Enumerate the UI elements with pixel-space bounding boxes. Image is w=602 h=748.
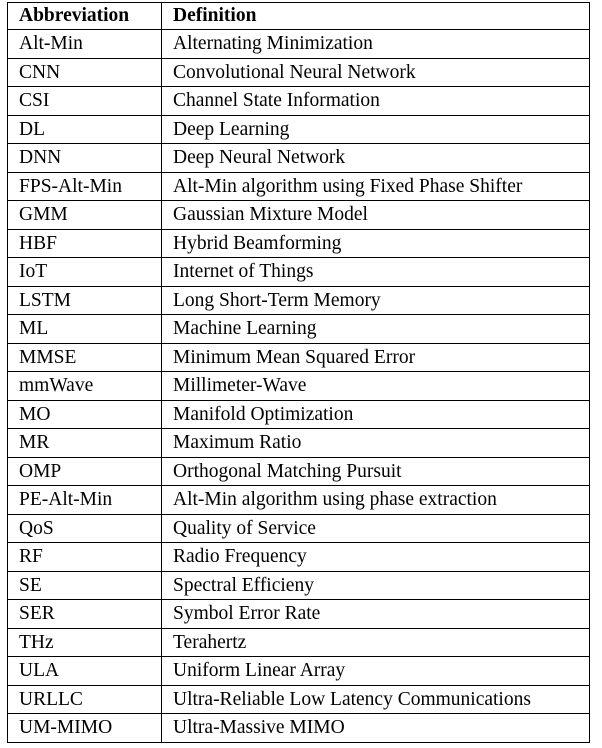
- definition-cell: Hybrid Beamforming: [162, 229, 590, 258]
- definition-cell: Convolutional Neural Network: [162, 58, 590, 87]
- abbreviation-table: [7, 2, 590, 743]
- table-row: [8, 571, 590, 600]
- definition-cell: Internet of Things: [162, 258, 590, 287]
- abbreviation-cell: LSTM: [8, 286, 162, 315]
- table-row: [8, 201, 590, 230]
- table-row: [8, 685, 590, 714]
- header-abbreviation: Abbreviation: [8, 3, 162, 30]
- abbreviation-cell: THz: [8, 628, 162, 657]
- table-row: [8, 229, 590, 258]
- definition-cell: Spectral Efficieny: [162, 571, 590, 600]
- table-row: [8, 600, 590, 629]
- definition-cell: Ultra-Reliable Low Latency Communications: [162, 685, 590, 714]
- abbreviation-cell: SER: [8, 600, 162, 629]
- header-definition: Definition: [162, 3, 590, 30]
- abbreviation-cell: HBF: [8, 229, 162, 258]
- abbreviation-cell: URLLC: [8, 685, 162, 714]
- abbreviation-cell: SE: [8, 571, 162, 600]
- abbreviation-cell: UM-MIMO: [8, 714, 162, 743]
- abbreviation-cell: MO: [8, 400, 162, 429]
- definition-cell: Orthogonal Matching Pursuit: [162, 457, 590, 486]
- definition-cell: Radio Frequency: [162, 543, 590, 572]
- abbreviation-cell: DNN: [8, 144, 162, 173]
- abbreviation-cell: RF: [8, 543, 162, 572]
- abbreviation-cell: Alt-Min: [8, 30, 162, 59]
- definition-cell: Alternating Minimization: [162, 30, 590, 59]
- table-header: [8, 3, 590, 30]
- definition-cell: Maximum Ratio: [162, 429, 590, 458]
- definition-cell: Gaussian Mixture Model: [162, 201, 590, 230]
- abbreviation-cell: IoT: [8, 258, 162, 287]
- table-row: [8, 457, 590, 486]
- table-row: [8, 486, 590, 515]
- table-row: [8, 628, 590, 657]
- table-row: [8, 315, 590, 344]
- abbreviation-cell: MMSE: [8, 343, 162, 372]
- definition-cell: Alt-Min algorithm using Fixed Phase Shifter: [162, 172, 590, 201]
- table-row: [8, 258, 590, 287]
- abbreviation-cell: ML: [8, 315, 162, 344]
- table-row: [8, 87, 590, 116]
- abbreviation-cell: PE-Alt-Min: [8, 486, 162, 515]
- table-row: [8, 58, 590, 87]
- definition-cell: Alt-Min algorithm using phase extraction: [162, 486, 590, 515]
- table-body: [8, 30, 590, 743]
- table-row: [8, 657, 590, 686]
- abbreviation-cell: CNN: [8, 58, 162, 87]
- abbreviation-cell: ULA: [8, 657, 162, 686]
- table-row: [8, 144, 590, 173]
- abbreviation-cell: QoS: [8, 514, 162, 543]
- table-row: [8, 115, 590, 144]
- abbreviation-cell: mmWave: [8, 372, 162, 401]
- definition-cell: Quality of Service: [162, 514, 590, 543]
- header-row: [8, 3, 590, 30]
- definition-cell: Terahertz: [162, 628, 590, 657]
- abbreviation-cell: CSI: [8, 87, 162, 116]
- table-row: [8, 172, 590, 201]
- definition-cell: Ultra-Massive MIMO: [162, 714, 590, 743]
- abbreviation-cell: OMP: [8, 457, 162, 486]
- table-row: [8, 30, 590, 59]
- table-row: [8, 714, 590, 743]
- table-row: [8, 372, 590, 401]
- table-row: [8, 343, 590, 372]
- table-row: [8, 286, 590, 315]
- table-row: [8, 514, 590, 543]
- abbreviation-cell: DL: [8, 115, 162, 144]
- definition-cell: Long Short-Term Memory: [162, 286, 590, 315]
- abbreviation-cell: MR: [8, 429, 162, 458]
- definition-cell: Minimum Mean Squared Error: [162, 343, 590, 372]
- definition-cell: Uniform Linear Array: [162, 657, 590, 686]
- definition-cell: Deep Learning: [162, 115, 590, 144]
- definition-cell: Manifold Optimization: [162, 400, 590, 429]
- abbreviation-cell: GMM: [8, 201, 162, 230]
- abbreviation-cell: FPS-Alt-Min: [8, 172, 162, 201]
- table-row: [8, 429, 590, 458]
- definition-cell: Deep Neural Network: [162, 144, 590, 173]
- table-row: [8, 400, 590, 429]
- table-row: [8, 543, 590, 572]
- definition-cell: Millimeter-Wave: [162, 372, 590, 401]
- definition-cell: Machine Learning: [162, 315, 590, 344]
- definition-cell: Symbol Error Rate: [162, 600, 590, 629]
- definition-cell: Channel State Information: [162, 87, 590, 116]
